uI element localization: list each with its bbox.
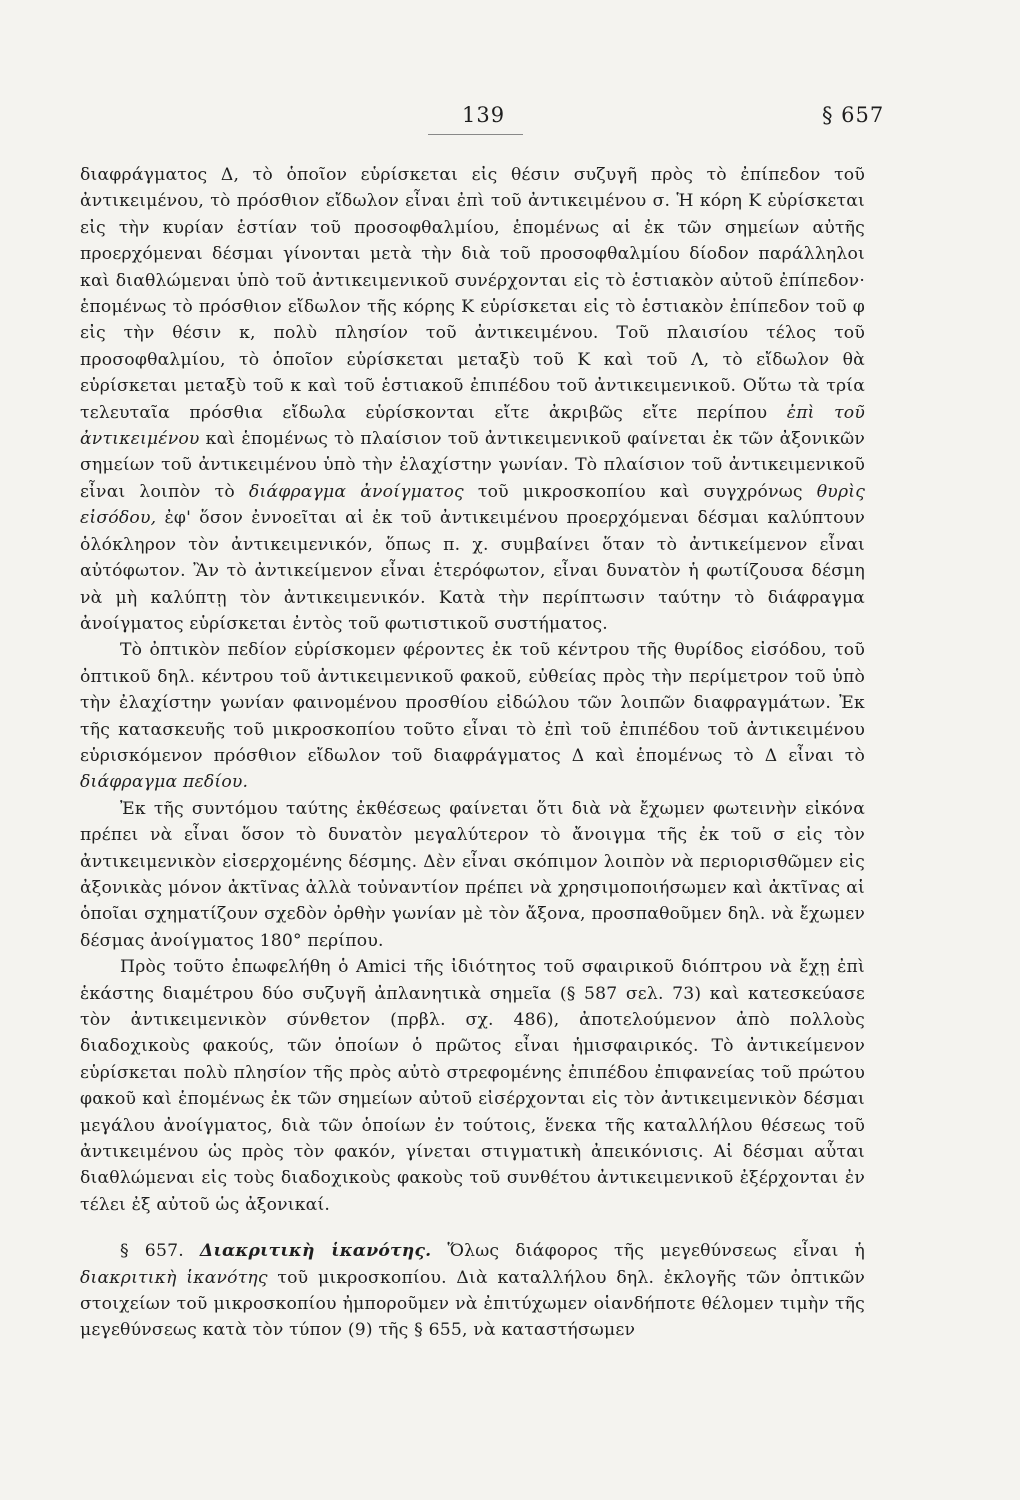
italic-phrase: διάφραγμα ἀνοίγματος [248, 481, 464, 502]
paragraph-bright-image: Ἐκ τῆς συντόμου ταύτης ἐκθέσεως φαίνεται ὅτι διὰ νὰ ἔχωμεν φωτεινὴν εἰκόνα πρέπει νὰ εἶναι ὅσον τὸ δυνατὸν μεγαλύτερον τὸ ἄνοιγμα τῆς ἐκ τοῦ σ εἰς τὸν ἀντικειμενικὸν εἰσερχομένης δέσμης. Δὲν εἶναι σκόπιμον λοιπὸν νὰ περιορισθῶμεν εἰς ἀξονικὰς μόνον ἀκτῖνας ἀλλὰ τοὐναντίον πρέπει νὰ χρησιμοποιήσωμεν καὶ ἀκτῖνας αἱ ὁποῖαι σχηματίζουν σχεδὸν ὀρθὴν γωνίαν μὲ τὸν ἄξονα, προσπαθοῦμεν δηλ. νὰ ἔχωμεν δέσμας ἀνοίγματος 180° περίπου. [80, 798, 865, 951]
body-text [80, 162, 865, 1344]
italic-phrase: ἐπὶ τοῦ ἀντικειμένου [80, 402, 865, 450]
paragraph-optical-field: Τὸ ὀπτικὸν πεδίον εὑρίσκομεν φέροντες ἐκ τοῦ κέντρου τῆς θυρίδος εἰσόδου, τοῦ ὀπτικοῦ δηλ. κέντρου τοῦ ἀντικειμενικοῦ φακοῦ, εὐθείας πρὸς τὴν περίμετρον τοῦ ὑπὸ τὴν ἐλαχίστην γωνίαν φαινομένου προσθίου εἰδώλου τῶν λοιπῶν διαφραγμάτων. Ἐκ τῆς κατασκευῆς τοῦ μικροσκοπίου τοῦτο εἶναι τὸ ἐπὶ τοῦ ἐπιπέδου τοῦ ἀντικειμένου εὑρισκόμενον πρόσθιον εἴδωλον τοῦ διαφράγματος Δ καὶ ἑπομένως τὸ Δ εἶναι τὸ διάφραγμα πεδίου. [80, 640, 865, 793]
paragraph-continuation: διαφράγματος Δ, τὸ ὁποῖον εὑρίσκεται εἰς θέσιν συζυγῆ πρὸς τὸ ἐπίπεδον τοῦ ἀντικειμένου, τὸ πρόσθιον εἴδωλον εἶναι ἐπὶ τοῦ ἀντικειμένου σ. Ἡ κόρη Κ εὑρίσκεται εἰς τὴν κυρίαν ἑστίαν τοῦ προσοφθαλμίου, ἑπομένως αἱ ἐκ τῶν σημείων αὐτῆς προερχόμεναι δέσμαι γίνονται μετὰ τὴν διὰ τοῦ προσοφθαλμίου δίοδον παράλληλοι καὶ διαθλώμεναι ὑπὸ τοῦ ἀντικειμενικοῦ συνέρχονται εἰς τὸ ἑστιακὸν αὐτοῦ ἐπίπεδον· ἑπομένως τὸ πρόσθιον εἴδωλον τῆς κόρης Κ εὑρίσκεται εἰς τὸ ἑστιακὸν ἐπίπεδον τοῦ φ εἰς τὴν θέσιν κ, πολὺ πλησίον τοῦ ἀντικειμένου. Τοῦ πλαισίου τέλος τοῦ προσοφθαλμίου, τὸ ὁποῖον εὑρίσκεται μεταξὺ τοῦ Κ καὶ τοῦ Λ, τὸ εἴδωλον θὰ εὑρίσκεται μεταξὺ τοῦ κ καὶ τοῦ ἑστιακοῦ ἐπιπέδου τοῦ ἀντικειμενικοῦ. Οὕτω τὰ τρία τελευταῖα πρόσθια εἴδωλα εὑρίσκονται εἴτε ἀκριβῶς εἴτε περίπου ἐπὶ τοῦ ἀντικειμένου καὶ ἑπομένως τὸ πλαίσιον τοῦ ἀντικειμενικοῦ φαίνεται ἐκ τῶν ἀξονικῶν σημείων τοῦ ἀντικειμένου ὑπὸ τὴν ἐλαχίστην γωνίαν. Τὸ πλαίσιον τοῦ ἀντικειμενικοῦ εἶναι λοιπὸν τὸ διάφραγμα ἀνοίγματος τοῦ μικροσκοπίου καὶ συγχρόνως θυρὶς εἰσόδου, ἐφ' ὅσον ἐννοεῖται αἱ ἐκ τοῦ ἀντικειμένου προερχόμεναι δέσμαι καλύπτουν ὁλόκληρον τὸν ἀντικειμενικόν, ὅπως π. χ. συμβαίνει ὅταν τὸ ἀντικείμενον εἶναι αὐτόφωτον. Ἂν τὸ ἀντικείμενον εἶναι ἑτερόφωτον, εἶναι δυνατὸν ἡ φωτίζουσα δέσμη νὰ μὴ καλύπτῃ τὸν ἀντικειμενικόν. Κατὰ τὴν περίπτωσιν ταύτην τὸ διάφραγμα ἀνοίγματος εὑρίσκεται ἐντὸς τοῦ φωτιστικοῦ συστήματος. [80, 165, 866, 634]
section-reference: § 657 [822, 103, 885, 127]
page-number: 139 [462, 103, 506, 127]
header-rule [428, 134, 523, 135]
section-number: § 657. [120, 1241, 184, 1262]
paragraph-amici: Πρὸς τοῦτο ἐπωφελήθη ὁ Amici τῆς ἰδιότητος τοῦ σφαιρικοῦ διόπτρου νὰ ἔχῃ ἐπὶ ἑκάστης διαμέτρου δύο συζυγῆ ἀπλανητικὰ σημεῖα (§ 587 σελ. 73) καὶ κατεσκεύασε τὸν ἀντικειμενικὸν σύνθετον (πρβλ. σχ. 486), ἀποτελούμενον ἀπὸ πολλοὺς διαδοχικοὺς φακούς, τῶν ὁποίων ὁ πρῶτος εἶναι ἡμισφαιρικός. Τὸ ἀντικείμενον εὑρίσκεται πολὺ πλησίον τῆς πρὸς αὐτὸ στρεφομένης ἐπιπέδου ἐπιφανείας τοῦ πρώτου φακοῦ καὶ ἑπομένως ἐκ τῶν σημείων αὐτοῦ εἰσέρχονται εἰς τὸν ἀντικειμενικὸν δέσμαι μεγάλου ἀνοίγματος, διὰ τῶν ὁποίων ἐν τούτοις, ἕνεκα τῆς καταλλήλου θέσεως τοῦ ἀντικειμένου ὡς πρὸς τὸν φακόν, γίνεται στιγματικὴ ἀπεικόνισις. Αἱ δέσμαι αὗται διαθλώμεναι εἰς τοὺς διαδοχικοὺς φακοὺς τοῦ συνθέτου ἀντικειμενικοῦ ἐξέρχονται ἐν τέλει ἐξ αὐτοῦ ὡς ἀξονικαί. [80, 957, 865, 1215]
paragraph-section-657: § 657. Διακριτικὴ ἱκανότης. Ὅλως διάφορος τῆς μεγεθύνσεως εἶναι ἡ διακριτικὴ ἱκανότης τοῦ μικροσκοπίου. Διὰ καταλλήλου δηλ. ἐκλογῆς τῶν ὀπτικῶν στοιχείων τοῦ μικροσκοπίου ἠμποροῦμεν νὰ ἐπιτύχωμεν οἱανδήποτε θέλομεν τιμὴν τῆς μεγεθύνσεως κατὰ τὸν τύπον (9) τῆς § 655, νὰ καταστήσωμεν [80, 1241, 866, 1341]
italic-phrase: θυρὶς εἰσόδου, [80, 481, 866, 529]
section-heading: Διακριτικὴ ἱκανότης. [199, 1241, 432, 1262]
italic-phrase: διακριτικὴ ἱκανότης [80, 1267, 268, 1288]
italic-phrase: διάφραγμα πεδίου. [80, 772, 249, 793]
